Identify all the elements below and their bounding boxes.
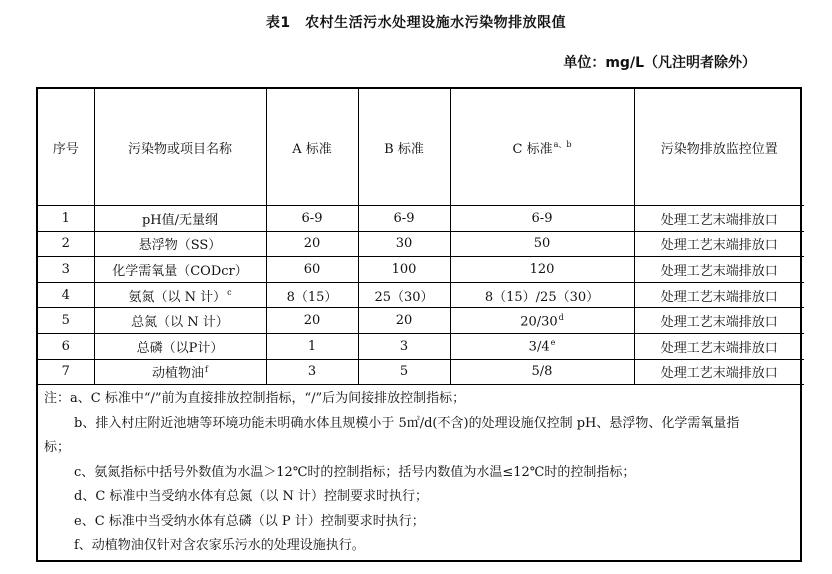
table-row (38, 257, 804, 283)
cell-a: 20 (266, 308, 358, 334)
cell-no: 4 (38, 282, 94, 308)
header-position: 污染物排放监控位置 (634, 89, 804, 206)
footnote-mark: e (550, 338, 556, 348)
footnote-mark: f (205, 365, 208, 375)
cell-a: 20 (266, 231, 358, 257)
table-title: 表1 农村生活污水处理设施水污染物排放限值 (265, 15, 567, 31)
header-a: A 标准 (266, 89, 358, 206)
cell-c: 6-9 (450, 206, 634, 232)
table-header-row (38, 89, 804, 206)
cell-b: 100 (358, 257, 450, 283)
note-e: e、C 标准中当受纳水体有总磷（以 P 计）控制要求时执行； (74, 513, 425, 529)
table-row (38, 308, 804, 334)
footnote-mark: d (558, 312, 564, 322)
cell-name: 总磷（以P计） (94, 333, 266, 359)
cell-no: 6 (38, 333, 94, 359)
footnote-mark: c (227, 288, 232, 298)
cell-no: 2 (38, 231, 94, 257)
cell-a: 60 (266, 257, 358, 283)
unit-note: 单位：mg/L（凡注明者除外） (563, 55, 756, 71)
header-name: 污染物或项目名称 (94, 89, 266, 206)
cell-position: 处理工艺末端排放口 (634, 308, 804, 334)
table-row (38, 333, 804, 359)
limits-table (38, 89, 804, 385)
header-c-sup: a、b (553, 140, 572, 150)
cell-c: 120 (450, 257, 634, 283)
table-row (38, 231, 804, 257)
note-d: d、C 标准中当受纳水体有总氮（以 N 计）控制要求时执行； (74, 489, 429, 505)
cell-b: 5 (358, 359, 450, 385)
cell-c: 3/4e (450, 333, 634, 359)
cell-b: 3 (358, 333, 450, 359)
cell-c: 5/8 (450, 359, 634, 385)
cell-position: 处理工艺末端排放口 (634, 282, 804, 308)
note-c: c、氨氮指标中括号外数值为水温＞12℃时的控制指标；括号内数值为水温≤12℃时的控制指标； (74, 464, 636, 480)
cell-a: 3 (266, 359, 358, 385)
cell-c: 20/30$^d$ (450, 308, 634, 334)
cell-a: 8（15） (266, 282, 358, 308)
cell-name: 总氮（以 N 计） (94, 308, 266, 334)
cell-name: 化学需氧量（CODcr） (94, 257, 266, 283)
cell-b: 6-9 (358, 206, 450, 232)
cell-no: 5 (38, 308, 94, 334)
cell-no: 3 (38, 257, 94, 283)
header-no: 序号 (38, 89, 94, 206)
table-row (38, 282, 804, 308)
cell-a: 6-9 (266, 206, 358, 232)
note-b-wrap: 标； (44, 440, 71, 456)
cell-b: 30 (358, 231, 450, 257)
cell-position: 处理工艺末端排放口 (634, 206, 804, 232)
cell-name: 动植物油$^f$ (94, 359, 266, 385)
cell-no: 7 (38, 359, 94, 385)
cell-a: 1 (266, 333, 358, 359)
cell-b: 20 (358, 308, 450, 334)
limits-table-frame (36, 87, 802, 562)
cell-name: 悬浮物（SS） (94, 231, 266, 257)
cell-c: 50 (450, 231, 634, 257)
table-row (38, 206, 804, 232)
header-c: C 标准$^{a、b}$ (450, 89, 634, 206)
cell-position: 处理工艺末端排放口 (634, 257, 804, 283)
note-a: 注：a、C 标准中“/”前为直接排放控制指标，“/”后为间接排放控制指标； (44, 391, 466, 407)
cell-position: 处理工艺末端排放口 (634, 359, 804, 385)
cell-b: 25（30） (358, 282, 450, 308)
cell-no: 1 (38, 206, 94, 232)
cell-position: 处理工艺末端排放口 (634, 333, 804, 359)
note-b: b、排入村庄附近池塘等环境功能未明确水体且规模小于 5㎡/d(不含)的处理设施仅控制 pH、悬浮物、化学需氧量指 (74, 415, 740, 431)
header-b: B 标准 (358, 89, 450, 206)
table-row (38, 359, 804, 385)
cell-position: 处理工艺末端排放口 (634, 231, 804, 257)
cell-c: 8（15）/25（30） (450, 282, 634, 308)
note-f: f、动植物油仅针对含农家乐污水的处理设施执行。 (74, 538, 365, 554)
notes (38, 385, 800, 559)
cell-name: 氨氮（以 N 计）$^c$ (94, 282, 266, 308)
cell-name: pH值/无量纲 (94, 206, 266, 232)
